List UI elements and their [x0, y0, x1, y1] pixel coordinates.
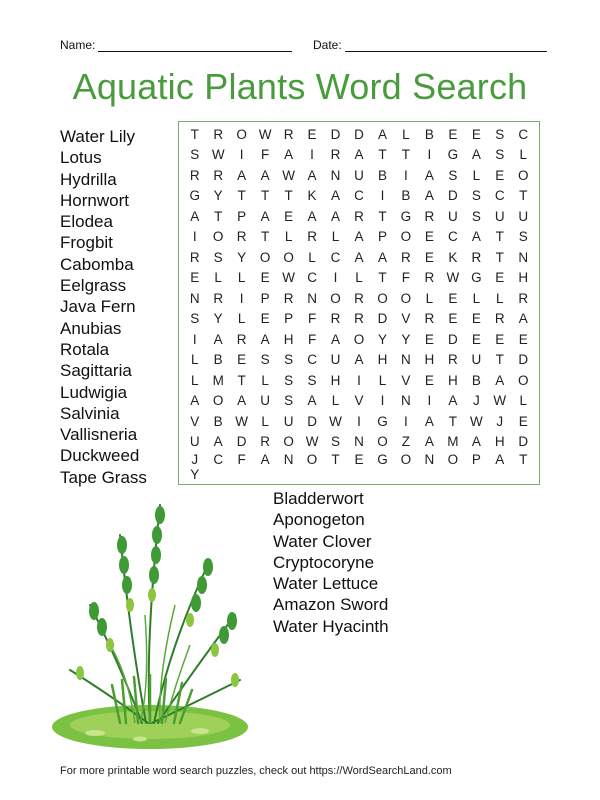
grid-letter: C: [330, 249, 341, 265]
word-list-item: Sagittaria: [60, 361, 132, 381]
grid-letter: E: [424, 229, 434, 245]
grid-letter: E: [471, 311, 481, 327]
grid-letter: R: [471, 249, 482, 265]
grid-letter: B: [213, 413, 223, 429]
name-label: Name:: [60, 38, 96, 52]
grid-letter: G: [447, 147, 459, 163]
grid-letter: R: [213, 126, 224, 142]
word-list-item: Hydrilla: [60, 169, 117, 189]
grid-letter: I: [357, 372, 361, 388]
grid-letter: G: [377, 413, 388, 429]
grid-letter: T: [495, 249, 504, 265]
grid-letter: B: [424, 126, 434, 142]
grid-letter: T: [495, 229, 504, 245]
grid-letter: A: [471, 229, 481, 245]
grid-letter: E: [448, 126, 458, 142]
grid-letter: H: [424, 352, 435, 368]
grid-letter: A: [213, 331, 223, 347]
grid-letter: T: [378, 270, 387, 286]
grid-letter: V: [190, 413, 200, 429]
grid-letter: T: [519, 188, 528, 204]
grid-letter: E: [495, 331, 505, 347]
grid-letter: K: [307, 188, 317, 204]
grid-letter: A: [190, 393, 200, 409]
word-list-item: Bladderwort: [273, 489, 364, 508]
word-list-item: Vallisneria: [60, 425, 138, 445]
grid-letter: E: [260, 270, 270, 286]
grid-letter: D: [307, 413, 317, 429]
letter-grid: [178, 121, 540, 485]
footer-note: For more printable word search puzzles, check out https://WordSearchLand.com: [60, 765, 452, 777]
grid-letter: O: [306, 452, 318, 467]
aquatic-plant-illustration: [50, 495, 260, 755]
word-list-item: Tape Grass: [60, 467, 147, 487]
grid-letter: L: [237, 270, 246, 286]
grid-letter: N: [354, 434, 364, 450]
grid-letter: O: [283, 434, 294, 450]
grid-letter: R: [354, 208, 364, 224]
grid-letter: W: [493, 393, 507, 409]
grid-letter: A: [213, 434, 223, 450]
grid-letter: R: [283, 290, 294, 306]
grid-letter: E: [424, 331, 434, 347]
word-list-item: Salvinia: [60, 403, 120, 423]
grid-letter: S: [307, 372, 317, 388]
grid-letter: O: [447, 452, 459, 467]
grid-letter: N: [518, 249, 529, 265]
grid-letter: B: [213, 352, 223, 368]
grid-letter: R: [260, 434, 270, 450]
grid-letter: S: [471, 208, 481, 224]
grid-letter: Y: [377, 331, 387, 347]
grid-letter: A: [495, 452, 505, 467]
grid-letter: A: [237, 393, 247, 409]
grid-letter: N: [307, 290, 317, 306]
grid-letter: W: [282, 167, 295, 183]
grid-letter: E: [424, 372, 434, 388]
grid-letter: S: [495, 147, 505, 163]
grid-letter: C: [354, 188, 364, 204]
grid-letter: O: [377, 290, 388, 306]
grid-letter: A: [331, 188, 341, 204]
grid-letter: E: [354, 452, 364, 467]
grid-letter: A: [424, 434, 434, 450]
grid-letter: L: [190, 372, 199, 388]
grid-letter: R: [213, 290, 224, 306]
grid-letter: A: [260, 167, 270, 183]
grid-letter: T: [214, 208, 223, 224]
grid-letter: E: [237, 352, 247, 368]
grid-letter: W: [235, 413, 249, 429]
word-list-item: Rotala: [60, 339, 110, 359]
grid-letter: F: [261, 147, 270, 163]
grid-letter: B: [401, 188, 411, 204]
grid-letter: C: [447, 229, 458, 245]
grid-letter: T: [378, 147, 387, 163]
grid-letter: O: [212, 229, 224, 245]
grid-letter: F: [307, 311, 317, 327]
word-list-item: Ludwigia: [60, 382, 128, 402]
grid-letter: G: [377, 452, 388, 467]
grid-letter: L: [284, 229, 293, 245]
grid-letter: A: [424, 188, 434, 204]
grid-letter: O: [283, 249, 294, 265]
grid-letter: O: [330, 290, 341, 306]
grid-letter: A: [377, 249, 387, 265]
grid-letter: G: [400, 208, 412, 224]
grid-letter: A: [284, 147, 294, 163]
grid-letter: T: [331, 452, 340, 467]
grid-letter: B: [377, 167, 387, 183]
grid-letter: A: [495, 372, 505, 388]
grid-letter: A: [424, 167, 434, 183]
grid-letter: O: [400, 229, 412, 245]
grid-letter: F: [307, 331, 317, 347]
grid-letter: A: [260, 208, 270, 224]
grid-letter: L: [519, 393, 528, 409]
grid-letter: S: [448, 167, 458, 183]
grid-letter: W: [329, 413, 342, 429]
grid-letter: L: [355, 270, 363, 286]
grid-letter: A: [354, 229, 364, 245]
grid-letter: T: [261, 188, 270, 204]
grid-letter: J: [472, 393, 480, 409]
grid-letter: A: [377, 126, 387, 142]
grid-letter: R: [447, 352, 458, 368]
word-list-item: Duckweed: [60, 446, 140, 466]
grid-letter: H: [494, 434, 505, 450]
grid-letter: P: [471, 452, 481, 467]
grid-letter: R: [401, 249, 411, 265]
grid-letter: N: [401, 393, 411, 409]
grid-letter: S: [284, 352, 294, 368]
grid-letter: P: [260, 290, 270, 306]
grid-letter: R: [518, 290, 529, 306]
grid-letter: J: [191, 452, 199, 467]
grid-letter: E: [448, 311, 458, 327]
grid-letter: R: [189, 167, 200, 183]
grid-letter: E: [518, 331, 528, 347]
grid-letter: A: [237, 167, 247, 183]
grid-letter: S: [284, 393, 294, 409]
grid-letter: L: [496, 290, 504, 306]
grid-letter: A: [448, 393, 458, 409]
word-list-item: Water Lettuce: [273, 574, 379, 594]
grid-letter: D: [518, 352, 529, 368]
grid-letter: D: [377, 311, 388, 327]
grid-letter: S: [518, 229, 528, 245]
grid-letter: T: [237, 372, 246, 388]
grid-letter: A: [307, 167, 317, 183]
grid-letter: U: [283, 413, 294, 429]
grid-letter: U: [471, 352, 482, 368]
grid-letter: S: [331, 434, 341, 450]
grid-letter: I: [357, 413, 361, 429]
grid-letter: H: [377, 352, 388, 368]
grid-letter: I: [427, 147, 432, 163]
grid-letter: I: [404, 413, 408, 429]
grid-letter: Z: [401, 434, 411, 450]
grid-letter: D: [447, 188, 458, 204]
grid-letter: U: [354, 167, 364, 183]
grid-letter: R: [424, 270, 435, 286]
grid-letter: P: [284, 311, 294, 327]
grid-letter: N: [330, 167, 341, 183]
grid-letter: E: [284, 208, 294, 224]
grid-letter: N: [424, 452, 435, 467]
grid-letter: V: [354, 393, 364, 409]
grid-letter: Y: [190, 467, 200, 482]
grid-letter: L: [308, 249, 316, 265]
grid-letter: A: [331, 208, 341, 224]
grid-letter: Y: [213, 311, 223, 327]
grid-letter: O: [518, 167, 529, 183]
grid-letter: T: [495, 352, 504, 368]
grid-letter: L: [425, 290, 434, 306]
grid-letter: E: [471, 126, 481, 142]
grid-letter: A: [354, 249, 364, 265]
word-list-item: Java Fern: [60, 297, 136, 317]
grid-letter: L: [331, 393, 340, 409]
grid-letter: H: [283, 331, 294, 347]
grid-letter: W: [211, 147, 225, 163]
grid-letter: W: [282, 270, 295, 286]
word-list-item: Anubias: [60, 318, 122, 338]
grid-letter: R: [330, 147, 341, 163]
grid-letter: A: [424, 413, 434, 429]
grid-letter: N: [401, 352, 411, 368]
grid-letter: U: [330, 352, 341, 368]
grid-letter: R: [354, 311, 364, 327]
grid-letter: O: [518, 372, 529, 388]
grid-letter: A: [190, 208, 200, 224]
grid-letter: A: [260, 452, 270, 467]
word-list-item: Lotus: [60, 148, 102, 168]
grid-letter: A: [307, 208, 317, 224]
grid-letter: I: [404, 167, 408, 183]
grid-letter: I: [239, 290, 244, 306]
grid-letter: L: [472, 290, 481, 306]
grid-letter: A: [471, 434, 481, 450]
grid-letter: I: [310, 147, 314, 163]
grid-letter: P: [237, 208, 247, 224]
grid-letter: E: [448, 290, 458, 306]
grid-letter: C: [213, 452, 224, 467]
grid-letter: R: [424, 311, 435, 327]
word-list-item: Frogbit: [60, 233, 113, 253]
grid-letter: K: [448, 249, 458, 265]
grid-letter: W: [469, 413, 483, 429]
grid-letter: O: [400, 290, 412, 306]
grid-letter: R: [424, 208, 435, 224]
grid-letter: T: [401, 147, 411, 163]
grid-letter: B: [471, 372, 481, 388]
grid-letter: I: [239, 147, 244, 163]
grid-letter: R: [236, 229, 247, 245]
grid-letter: U: [447, 208, 458, 224]
grid-letter: S: [190, 147, 200, 163]
grid-letter: T: [378, 208, 387, 224]
grid-letter: A: [354, 352, 364, 368]
grid-letter: D: [330, 126, 341, 142]
grid-letter: D: [518, 434, 529, 450]
grid-letter: U: [494, 208, 505, 224]
grid-letter: H: [518, 270, 529, 286]
grid-letter: I: [192, 229, 197, 245]
grid-letter: T: [448, 413, 457, 429]
word-list-item: Cabomba: [60, 254, 134, 274]
grid-letter: L: [378, 372, 387, 388]
word-list-item: Water Hyacinth: [273, 616, 389, 636]
grid-letter: T: [190, 126, 199, 142]
grid-letter: R: [189, 249, 200, 265]
word-list-right: [273, 488, 389, 637]
grid-letter: L: [261, 372, 269, 388]
grid-letter: L: [190, 352, 199, 368]
grid-letter: I: [427, 393, 432, 409]
grid-letter: Y: [213, 188, 223, 204]
grid-letter: G: [471, 270, 482, 286]
grid-letter: O: [236, 126, 247, 142]
grid-letter: A: [260, 331, 270, 347]
grid-letter: R: [283, 126, 294, 142]
grid-letter: E: [495, 270, 505, 286]
grid-letter: S: [495, 126, 505, 142]
grid-letter: E: [518, 413, 528, 429]
grid-letter: A: [307, 393, 317, 409]
grid-letter: T: [519, 452, 528, 467]
grid-letter: U: [260, 393, 270, 409]
grid-letter: C: [494, 188, 505, 204]
grid-letter: O: [400, 452, 412, 467]
grid-letter: F: [401, 270, 411, 286]
grid-letter: I: [380, 188, 385, 204]
word-list-item: Amazon Sword: [273, 595, 389, 615]
word-list-item: Cryptocoryne: [273, 552, 375, 572]
grid-letter: Y: [401, 331, 411, 347]
grid-letter: O: [212, 393, 224, 409]
grid-letter: L: [472, 167, 481, 183]
grid-letter: V: [401, 311, 411, 327]
grid-letter: P: [377, 229, 387, 245]
grid-letter: L: [237, 311, 246, 327]
word-list-item: Elodea: [60, 212, 113, 232]
grid-letter: W: [305, 434, 319, 450]
grid-letter: D: [354, 126, 364, 142]
grid-letter: C: [518, 126, 529, 142]
grid-letter: F: [237, 452, 246, 467]
grid-letter: A: [518, 311, 528, 327]
grid-letter: I: [192, 331, 197, 347]
grid-letter: V: [401, 372, 411, 388]
grid-letter: U: [189, 434, 200, 450]
grid-letter: R: [236, 331, 247, 347]
grid-letter: O: [377, 434, 388, 450]
grid-letter: R: [307, 229, 317, 245]
grid-letter: L: [519, 147, 528, 163]
grid-letter: R: [354, 290, 364, 306]
grid-letter: W: [258, 126, 272, 142]
grid-letter: G: [189, 188, 200, 204]
grid-letter: C: [307, 352, 317, 368]
grid-letter: U: [518, 208, 529, 224]
grid-letter: S: [213, 249, 223, 265]
grid-letter: T: [261, 229, 270, 245]
grid-letter: S: [190, 311, 200, 327]
word-list-item: Aponogeton: [273, 510, 365, 530]
grid-letter: E: [424, 249, 434, 265]
grid-letter: A: [331, 331, 341, 347]
grid-letter: E: [260, 311, 270, 327]
grid-letter: L: [331, 229, 340, 245]
date-line[interactable]: [345, 39, 547, 52]
date-label: Date:: [313, 38, 342, 52]
grid-letter: D: [236, 434, 247, 450]
grid-letter: N: [189, 290, 200, 306]
grid-letter: O: [259, 249, 271, 265]
grid-letter: L: [214, 270, 222, 286]
grid-letter: E: [495, 167, 505, 183]
grid-letter: S: [260, 352, 270, 368]
grid-letter: T: [237, 188, 246, 204]
grid-letter: M: [212, 372, 224, 388]
grid-letter: C: [307, 270, 317, 286]
grid-letter: I: [333, 270, 338, 286]
grid-letter: R: [330, 311, 341, 327]
grid-letter: E: [190, 270, 200, 286]
grid-letter: A: [354, 147, 364, 163]
grid-letter: S: [471, 188, 481, 204]
grid-letter: Y: [237, 249, 247, 265]
grid-letter: L: [402, 126, 410, 142]
grid-letter: E: [307, 126, 317, 142]
grid-letter: T: [284, 188, 293, 204]
grid-letter: I: [380, 393, 385, 409]
grid-letter: R: [494, 311, 505, 327]
word-list-item: Water Lily: [60, 127, 135, 146]
name-field[interactable]: [60, 38, 292, 52]
page-title: Aquatic Plants Word Search: [72, 66, 528, 107]
date-field[interactable]: [313, 38, 547, 52]
grid-letter: H: [447, 372, 458, 388]
grid-letter: E: [471, 331, 481, 347]
grid-letter: J: [496, 413, 504, 429]
grid-letter: H: [330, 372, 341, 388]
word-list-item: Hornwort: [60, 190, 129, 210]
word-list-left: [60, 126, 147, 488]
word-list-item: Water Clover: [273, 531, 372, 551]
name-line[interactable]: [98, 39, 292, 52]
grid-letter: A: [471, 147, 481, 163]
grid-letter: O: [353, 331, 365, 347]
word-list-item: Eelgrass: [60, 276, 127, 296]
grid-letter: R: [213, 167, 224, 183]
grid-letter: W: [446, 270, 460, 286]
grid-letter: S: [284, 372, 294, 388]
grid-letter: N: [283, 452, 294, 467]
grid-letter: M: [447, 434, 459, 450]
grid-letter: D: [447, 331, 458, 347]
grid-letter: L: [261, 413, 269, 429]
